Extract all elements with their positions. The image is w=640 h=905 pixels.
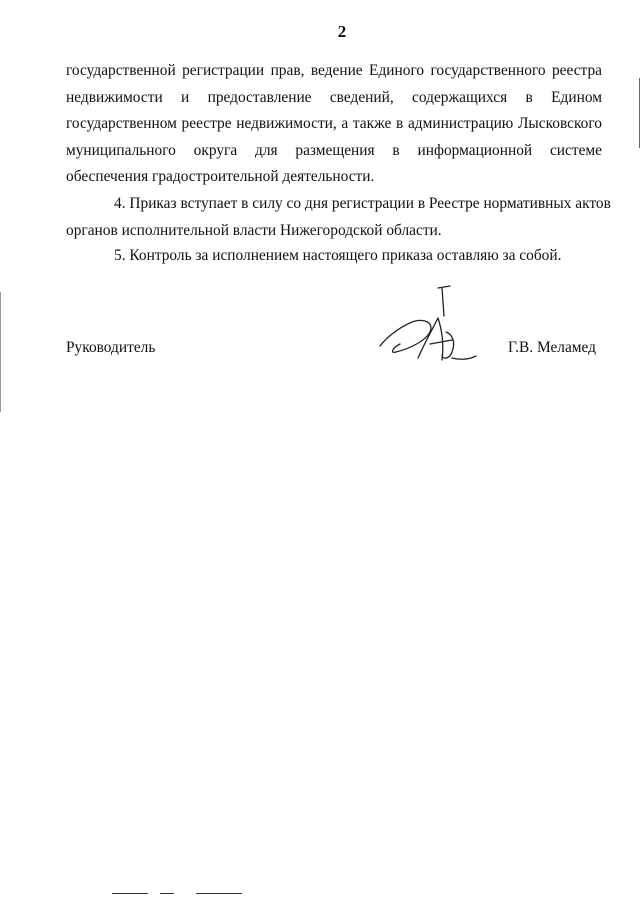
page-number: 2: [337, 22, 347, 41]
signer-name: Г.В. Меламед: [508, 339, 596, 356]
paragraph-5: [66, 243, 602, 270]
text-line: обеспечения градостроительной деятельности.: [66, 168, 375, 186]
scan-bottom-line: [196, 893, 242, 894]
paragraph-3-continuation: [66, 58, 602, 191]
handwritten-signature: [372, 282, 482, 370]
paragraph-4: [66, 191, 611, 244]
scan-edge-mark: [0, 292, 1, 412]
scan-bottom-line: [160, 893, 174, 894]
text-line: государственном реестре недвижимости, а также в администрацию Лысковского: [66, 115, 602, 133]
text-line: недвижимости и предоставление сведений, содержащихся в Едином: [66, 88, 602, 106]
text-line: 4. Приказ вступает в силу со дня регистрации в Реестре нормативных актов: [114, 195, 611, 212]
text-line: государственной регистрации прав, ведение Единого государственного реестра: [66, 62, 602, 79]
text-line: органов исполнительной власти Нижегородской области.: [66, 221, 442, 239]
text-line: 5. Контроль за исполнением настоящего приказа оставляю за собой.: [114, 247, 562, 264]
text-line: муниципального округа для размещения в информационной системе: [66, 141, 602, 159]
signer-position: Руководитель: [66, 339, 156, 356]
scan-bottom-line: [112, 893, 148, 894]
